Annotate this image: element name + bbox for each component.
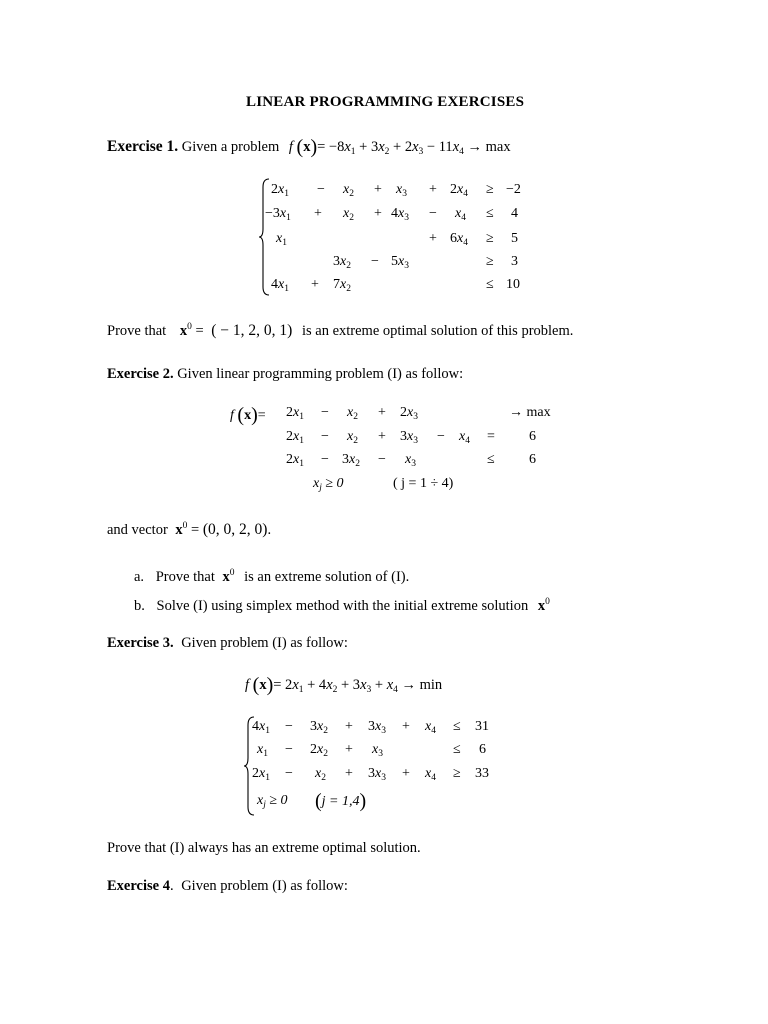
exercise-2-intro: Given linear programming problem (I) as follow:: [177, 366, 464, 382]
constraint-cell: 33: [475, 766, 489, 781]
exercise-1-header: [107, 136, 511, 159]
constraint-cell: $x_2$: [343, 206, 354, 223]
exercise-2-header: [107, 366, 463, 383]
exercise-3-label: Exercise 3.: [107, 635, 174, 651]
constraint-cell: $x_1$: [257, 742, 268, 759]
constraint-cell: +: [429, 182, 437, 197]
constraint-cell: 4: [511, 206, 518, 221]
constraint-cell: +: [429, 231, 437, 246]
constraint-cell: +: [311, 277, 319, 292]
constraint-cell: $4x_1$: [252, 719, 270, 736]
operator: +: [378, 429, 386, 444]
operator: −: [321, 405, 329, 420]
exercise-3-intro: Given problem (I) as follow:: [181, 635, 348, 651]
exercise-3-range: (j = 1,4): [315, 790, 367, 812]
constraint-cell: $3x_3$: [368, 766, 386, 783]
constraint-cell: +: [345, 766, 353, 781]
exercise-1-prove: [107, 322, 573, 340]
constraint-cell: 6: [479, 742, 486, 757]
term: $x_3$: [405, 452, 416, 469]
constraint-cell: $-3x_1$: [265, 206, 291, 223]
exercise-2-range: ( j = 1 ÷ 4): [393, 476, 454, 491]
constraint-cell: $3x_3$: [368, 719, 386, 736]
rhs: 6: [529, 452, 536, 467]
operator: −: [321, 452, 329, 467]
constraint-cell: −: [285, 766, 293, 781]
objective-direction: → max: [509, 405, 551, 420]
exercise-4-intro: Given problem (I) as follow:: [181, 878, 348, 894]
constraint-cell: 3: [511, 254, 518, 269]
exercise-2-nonneg: $x_j \ge 0$: [313, 476, 344, 493]
term: $2x_1$: [286, 452, 304, 469]
constraint-cell: −: [317, 182, 325, 197]
operator: −: [437, 429, 445, 444]
constraint-cell: $3x_2$: [310, 719, 328, 736]
relation: =: [487, 429, 495, 444]
constraint-cell: $x_4$: [455, 206, 466, 223]
constraint-cell: +: [314, 206, 322, 221]
constraint-cell: $2x_1$: [252, 766, 270, 783]
constraint-cell: −: [371, 254, 379, 269]
item-a-label: a.: [134, 569, 145, 585]
exercise-2-label: Exercise 2.: [107, 366, 174, 382]
operator: −: [378, 452, 386, 467]
constraint-cell: $x_4$: [425, 766, 436, 783]
exercise-1-objective: f $(x)= -8x_1 + 3x_2 + 2x_3 - 11x_4 \to \max$: [288, 136, 511, 158]
constraint-cell: $2x_4$: [450, 182, 468, 199]
constraint-cell: ≤: [453, 742, 461, 757]
constraint-cell: −: [285, 742, 293, 757]
constraint-cell: +: [374, 182, 382, 197]
term: $x_4$: [459, 429, 470, 446]
constraint-cell: $x_4$: [425, 719, 436, 736]
term: $3x_2$: [342, 452, 360, 469]
constraint-cell: ≥: [486, 231, 494, 246]
x0-symbol: $x^0$ =: [179, 322, 204, 339]
item-b-text: Solve (I) using simplex method with the initial extreme solution: [156, 598, 529, 614]
term: $2x_3$: [400, 405, 418, 422]
constraint-cell: −: [429, 206, 437, 221]
exercise-3-conclusion: Prove that (I) always has an extreme optimal solution.: [107, 840, 421, 856]
rhs: 6: [529, 429, 536, 444]
item-b-label: b.: [134, 598, 145, 614]
constraint-cell: $4x_1$: [271, 277, 289, 294]
constraint-cell: $7x_2$: [333, 277, 351, 294]
exercise-2-item-a: [134, 568, 409, 586]
constraint-cell: $x_3$: [396, 182, 407, 199]
item-a-suffix: is an extreme solution of (I).: [244, 569, 410, 585]
x0-symbol: $x^0$ =: [175, 521, 200, 538]
constraint-cell: 31: [475, 719, 489, 734]
constraint-cell: $4x_3$: [391, 206, 409, 223]
constraint-cell: ≤: [453, 719, 461, 734]
exercise-1-intro: Given a problem: [181, 139, 280, 155]
exercise-4-header: Exercise 4. Given problem (I) as follow:: [107, 878, 348, 894]
exercise-2-objective-lhs: f (x)=: [230, 404, 266, 426]
page-title: LINEAR PROGRAMMING EXERCISES: [246, 94, 525, 110]
constraint-cell: ≥: [453, 766, 461, 781]
exercise-2-vector-line: and vector $x^0 = (0$, 0, 2, 0).: [107, 521, 272, 538]
exercise-2-item-b: [134, 597, 550, 615]
constraint-cell: +: [402, 766, 410, 781]
constraint-cell: +: [345, 742, 353, 757]
x0-symbol: $x^0$: [222, 568, 235, 585]
constraint-cell: $2x_2$: [310, 742, 328, 759]
constraint-cell: $x_1$: [276, 231, 287, 248]
item-a-text: Prove that: [155, 569, 215, 585]
exercise-2-vector: (0, 0, 2, 0): [202, 521, 268, 538]
constraint-cell: 5: [511, 231, 518, 246]
constraint-cell: +: [345, 719, 353, 734]
constraint-cell: +: [374, 206, 382, 221]
constraint-cell: $x_3$: [372, 742, 383, 759]
constraint-cell: −: [285, 719, 293, 734]
exercise-1-prove-suffix: is an extreme optimal solution of this problem.: [301, 323, 574, 339]
constraint-cell: +: [402, 719, 410, 734]
constraint-cell: −2: [506, 182, 521, 197]
term: $x_2$: [347, 405, 358, 422]
constraint-cell: 10: [506, 277, 520, 292]
exercise-2-vector-prefix: and vector: [107, 522, 168, 538]
constraint-cell: ≤: [486, 277, 494, 292]
constraint-cell: $6x_4$: [450, 231, 468, 248]
exercise-1-label: Exercise 1.: [107, 138, 179, 155]
exercise-4-label: Exercise 4: [107, 878, 170, 894]
constraint-cell: ≥: [486, 182, 494, 197]
exercise-1-point: ( − 1, 2, 0, 1): [211, 322, 293, 339]
term: $x_2$: [347, 429, 358, 446]
term: $2x_1$: [286, 405, 304, 422]
operator: −: [321, 429, 329, 444]
term: $3x_3$: [400, 429, 418, 446]
constraint-cell: $x_2$: [343, 182, 354, 199]
term: $2x_1$: [286, 429, 304, 446]
relation: ≤: [487, 452, 495, 467]
exercise-3-header: [107, 635, 348, 652]
x0-symbol: $x^0$: [537, 597, 550, 614]
exercise-1-prove-prefix: Prove that: [107, 323, 167, 339]
constraint-cell: ≥: [486, 254, 494, 269]
constraint-cell: $5x_3$: [391, 254, 409, 271]
constraint-cell: $x_2$: [315, 766, 326, 783]
exercise-3-objective: f $(x)= 2x_1 + 4x_2 + 3x_3 + x_4 \to \min$: [245, 674, 443, 696]
exercise-1-objective-rhs: = $-8x_1 + 3x_2 + 2x_3 - 11x_4 \to \max$: [317, 139, 511, 157]
operator: +: [378, 405, 386, 420]
constraint-cell: $2x_1$: [271, 182, 289, 199]
constraint-cell: $3x_2$: [333, 254, 351, 271]
constraint-cell: ≤: [486, 206, 494, 221]
exercise-3-objective-rhs: = $2x_1 + 4x_2 + 3x_3 + x_4 \to \min$: [273, 677, 443, 695]
exercise-3-range-text: j = 1,4: [321, 794, 360, 809]
exercise-1-brace: [258, 177, 272, 297]
exercise-3-nonneg: $x_j \ge 0$: [257, 793, 288, 810]
